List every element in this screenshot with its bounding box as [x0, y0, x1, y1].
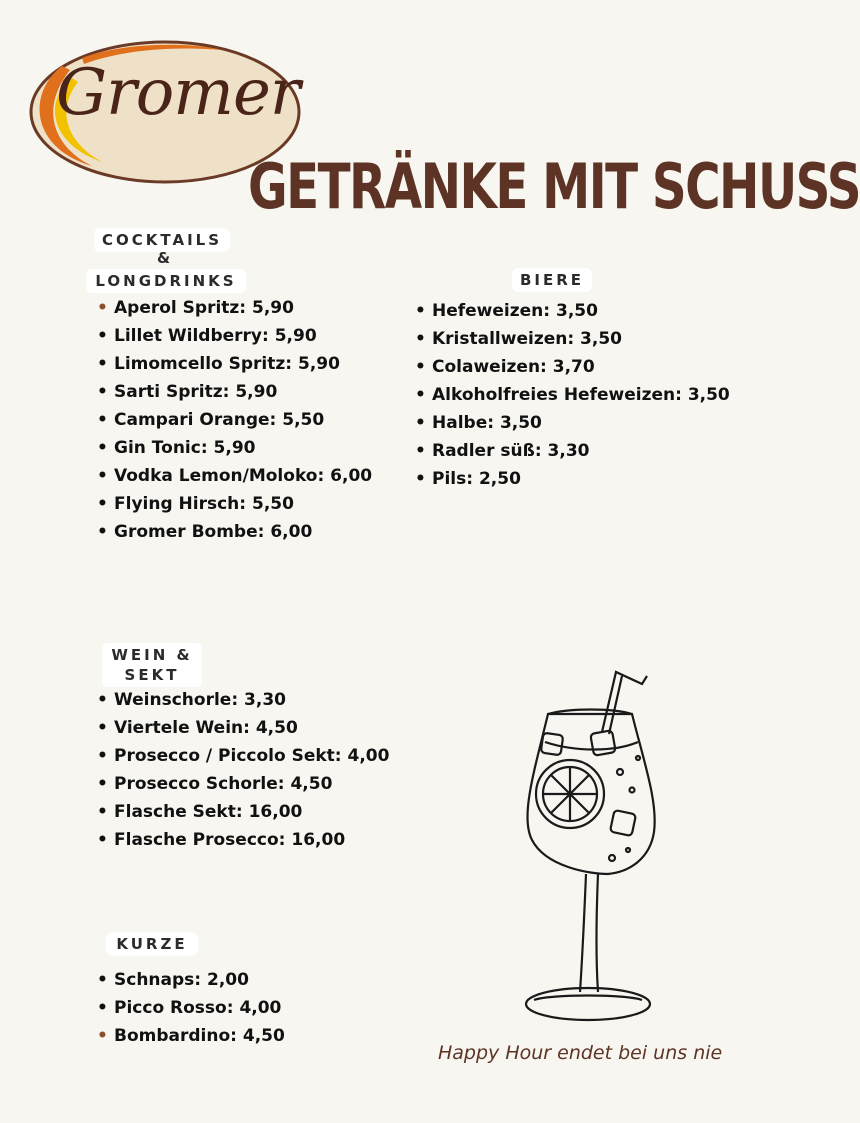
label-line: BIERE: [520, 271, 585, 289]
list-item: • Gin Tonic: 5,90: [97, 434, 372, 462]
label-ampersand: &: [157, 249, 171, 267]
list-item: • Gromer Bombe: 6,00: [97, 518, 372, 546]
list-item: • Limomcello Spritz: 5,90: [97, 350, 372, 378]
logo-text: Gromer: [56, 56, 300, 130]
list-item: • Hefeweizen: 3,50: [415, 297, 730, 325]
wein-list: [97, 686, 389, 854]
list-item: • Aperol Spritz: 5,90: [97, 294, 372, 322]
cocktail-glass-illustration: [520, 662, 670, 1037]
page-title: GETRÄNKE MIT SCHUSS: [248, 150, 860, 223]
list-item: • Picco Rosso: 4,00: [97, 994, 285, 1022]
list-item: • Weinschorle: 3,30: [97, 686, 389, 714]
list-item: • Flasche Sekt: 16,00: [97, 798, 389, 826]
label-line: COCKTAILS: [102, 231, 223, 249]
kurze-list: [97, 966, 285, 1050]
tagline: Happy Hour endet bei uns nie: [438, 1042, 723, 1064]
list-item: • Viertele Wein: 4,50: [97, 714, 389, 742]
list-item: • Prosecco / Piccolo Sekt: 4,00: [97, 742, 389, 770]
biere-list: [415, 297, 730, 493]
list-item: • Campari Orange: 5,50: [97, 406, 372, 434]
cocktails-list: [97, 294, 372, 546]
label-line: SEKT: [124, 666, 180, 684]
list-item: • Lillet Wildberry: 5,90: [97, 322, 372, 350]
list-item: • Vodka Lemon/Moloko: 6,00: [97, 462, 372, 490]
list-item: • Pils: 2,50: [415, 465, 730, 493]
label-line: KURZE: [116, 935, 188, 953]
list-item: • Alkoholfreies Hefeweizen: 3,50: [415, 381, 730, 409]
list-item: • Radler süß: 3,30: [415, 437, 730, 465]
list-item: • Prosecco Schorle: 4,50: [97, 770, 389, 798]
label-line: LONGDRINKS: [95, 272, 237, 290]
section-label-biere: [512, 268, 592, 292]
list-item: • Schnaps: 2,00: [97, 966, 285, 994]
section-label-kurze: [106, 932, 198, 956]
label-line: WEIN &: [111, 646, 193, 664]
section-label-wein: [102, 643, 202, 687]
list-item: • Sarti Spritz: 5,90: [97, 378, 372, 406]
list-item: • Bombardino: 4,50: [97, 1022, 285, 1050]
list-item: • Colaweizen: 3,70: [415, 353, 730, 381]
list-item: • Flying Hirsch: 5,50: [97, 490, 372, 518]
list-item: • Flasche Prosecco: 16,00: [97, 826, 389, 854]
list-item: • Kristallweizen: 3,50: [415, 325, 730, 353]
section-label-longdrinks: [86, 269, 246, 293]
list-item: • Halbe: 3,50: [415, 409, 730, 437]
